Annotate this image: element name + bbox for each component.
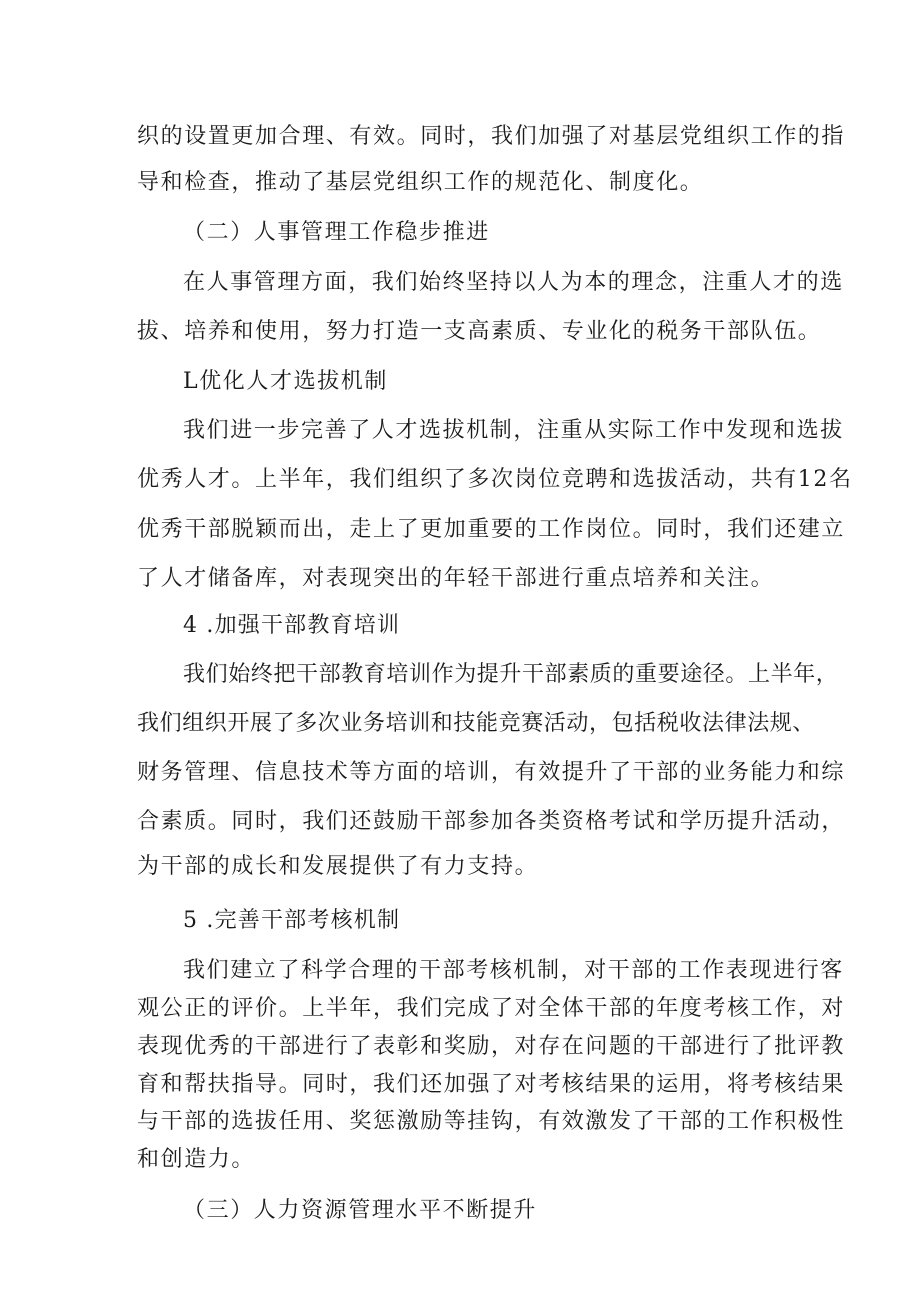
- paragraph-line: 我们始终把干部教育培训作为提升干部素质的重要途径。上半年，: [183, 662, 839, 687]
- paragraph-line: 和创造力。: [137, 1147, 256, 1172]
- paragraph-line: 拔、培养和使用，努力打造一支高素质、专业化的税务干部队伍。: [137, 319, 822, 344]
- paragraph-line: 优秀干部脱颖而出，走上了更加重要的工作岗位。同时，我们还建立: [137, 517, 846, 542]
- paragraph-line: 织的设置更加合理、有效。同时，我们加强了对基层党组织工作的指: [137, 124, 846, 149]
- paragraph-line: 我们进一步完善了人才选拔机制，注重从实际工作中发现和选拔: [183, 418, 844, 443]
- paragraph-line: 为干部的成长和发展提供了有力支持。: [137, 854, 539, 879]
- paragraph-line: 优秀人才。上半年，我们组织了多次岗位竞聘和选拔活动，共有12名: [137, 467, 853, 492]
- paragraph-line: 我们组织开展了多次业务培训和技能竞赛活动，包括税收法律法规、: [137, 711, 816, 736]
- paragraph-line: 观公正的评价。上半年，我们完成了对全体干部的年度考核工作，对: [137, 996, 846, 1021]
- paragraph-line: 表现优秀的干部进行了表彰和奖励，对存在问题的干部进行了批评教: [137, 1034, 846, 1059]
- subsection-heading: L优化人才选拔机制: [183, 369, 389, 394]
- paragraph-line: 育和帮扶指导。同时，我们还加强了对考核结果的运用，将考核结果: [137, 1072, 846, 1097]
- section-heading: （三）人力资源管理水平不断提升: [183, 1198, 538, 1223]
- section-heading: （二）人事管理工作稳步推进: [183, 220, 490, 245]
- subsection-heading: 4 .加强干部教育培训: [183, 613, 401, 638]
- paragraph-line: 与干部的选拔任用、奖惩激励等挂钩，有效激发了干部的工作积极性: [137, 1109, 846, 1134]
- paragraph-line: 导和检查，推动了基层党组织工作的规范化、制度化。: [137, 170, 704, 195]
- subsection-heading: 5 .完善干部考核机制: [183, 908, 401, 933]
- paragraph-line: 了人才储备库，对表现突出的年轻干部进行重点培养和关注。: [137, 566, 775, 591]
- paragraph-line: 在人事管理方面，我们始终坚持以人为本的理念，注重人才的选: [183, 270, 844, 295]
- paragraph-line: 合素质。同时，我们还鼓励干部参加各类资格考试和学历提升活动，: [137, 809, 846, 834]
- paragraph-line: 我们建立了科学合理的干部考核机制，对干部的工作表现进行客: [183, 958, 844, 983]
- paragraph-line: 财务管理、信息技术等方面的培训，有效提升了干部的业务能力和综: [137, 760, 846, 785]
